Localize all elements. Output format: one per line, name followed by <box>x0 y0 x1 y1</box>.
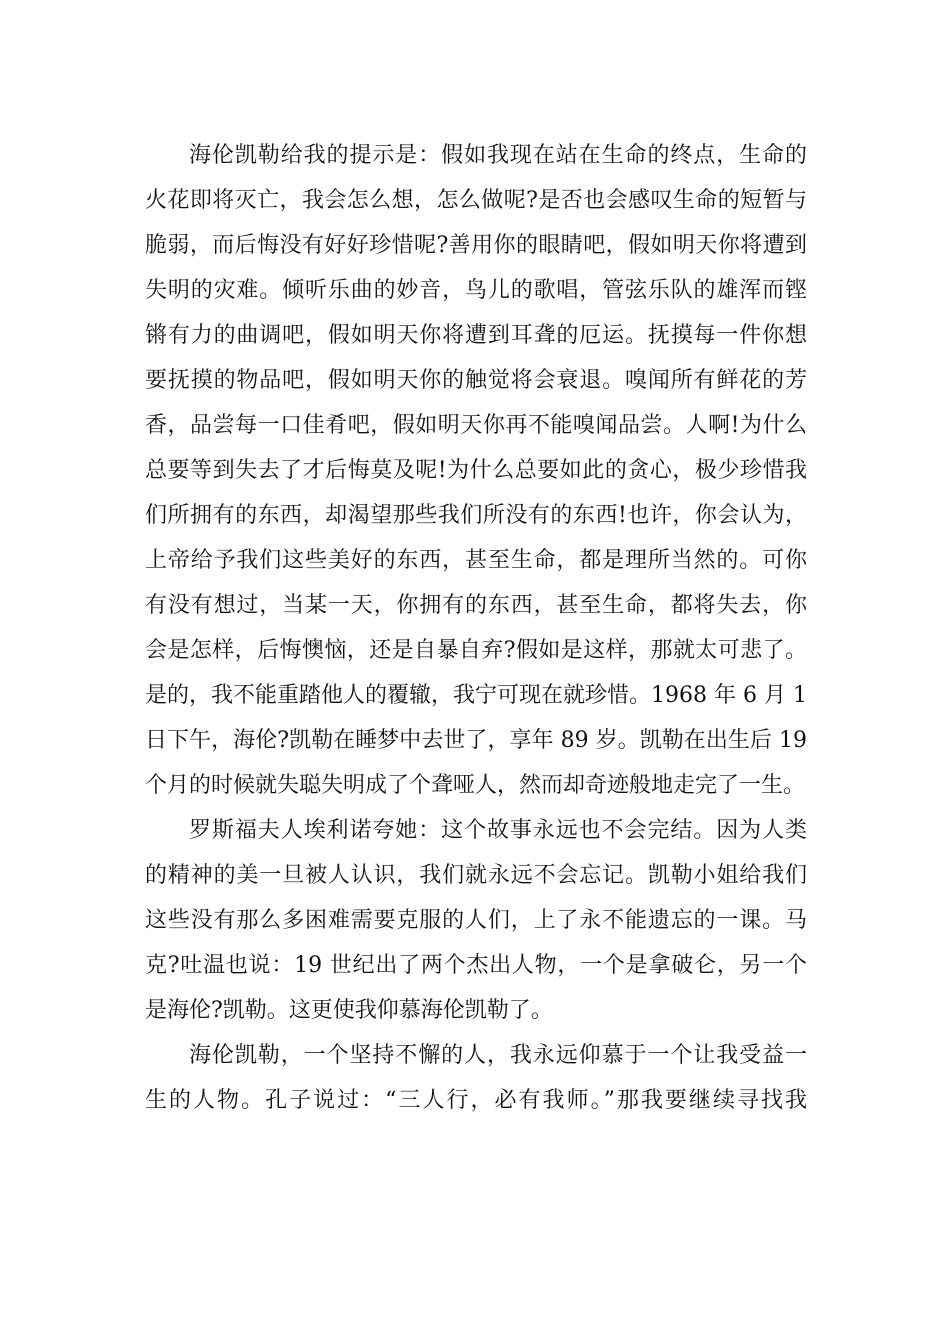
text-line: 生的人物。孔子说过：“三人行，必有我师。”那我要继续寻找我 <box>145 1088 807 1113</box>
text-line: 海伦凯勒，一个坚持不懈的人，我永远仰慕于一个让我受益一 <box>189 1043 807 1068</box>
text-line: 香，品尝每一口佳肴吧，假如明天你再不能嗅闻品尝。人啊!为什么 <box>145 413 807 438</box>
document-page <box>145 133 807 1123</box>
text-line: 克?吐温也说：19 世纪出了两个杰出人物，一个是拿破仑，另一个 <box>145 953 807 978</box>
text-line: 日下午，海伦?凯勒在睡梦中去世了，享年 89 岁。凯勒在出生后 19 <box>145 728 807 753</box>
text-line: 要抚摸的物品吧，假如明天你的触觉将会衰退。嗅闻所有鲜花的芳 <box>145 368 807 393</box>
text-line: 个月的时候就失聪失明成了个聋哑人，然而却奇迹般地走完了一生。 <box>145 773 806 798</box>
paragraph-3 <box>145 1033 807 1123</box>
text-line: 总要等到失去了才后悔莫及呢!为什么总要如此的贪心，极少珍惜我 <box>145 458 807 483</box>
text-line: 火花即将灭亡，我会怎么想，怎么做呢?是否也会感叹生命的短暂与 <box>145 188 807 213</box>
text-line: 们所拥有的东西，却渴望那些我们所没有的东西!也许，你会认为， <box>145 503 807 528</box>
text-line: 脆弱，而后悔没有好好珍惜呢?善用你的眼睛吧，假如明天你将遭到 <box>145 233 807 258</box>
text-line: 这些没有那么多困难需要克服的人们，上了永不能遗忘的一课。马 <box>145 908 807 933</box>
paragraph-2 <box>145 808 807 1033</box>
text-line: 会是怎样，后悔懊恼，还是自暴自弃?假如是这样，那就太可悲了。 <box>145 638 807 663</box>
text-line: 锵有力的曲调吧，假如明天你将遭到耳聋的厄运。抚摸每一件你想 <box>145 323 807 348</box>
text-line: 是海伦?凯勒。这更使我仰慕海伦凯勒了。 <box>145 998 553 1023</box>
paragraph-1 <box>145 133 807 808</box>
text-line: 海伦凯勒给我的提示是：假如我现在站在生命的终点，生命的 <box>189 143 807 168</box>
text-line: 是的，我不能重踏他人的覆辙，我宁可现在就珍惜。1968 年 6 月 1 <box>145 683 807 708</box>
text-line: 的精神的美一旦被人认识，我们就永远不会忘记。凯勒小姐给我们 <box>145 863 807 888</box>
text-line: 罗斯福夫人埃利诺夸她：这个故事永远也不会完结。因为人类 <box>189 818 807 843</box>
text-line: 有没有想过，当某一天，你拥有的东西，甚至生命，都将失去，你 <box>145 593 807 618</box>
text-line: 失明的灾难。倾听乐曲的妙音，鸟儿的歌唱，管弦乐队的雄浑而铿 <box>145 278 807 303</box>
text-line: 上帝给予我们这些美好的东西，甚至生命，都是理所当然的。可你 <box>145 548 807 573</box>
